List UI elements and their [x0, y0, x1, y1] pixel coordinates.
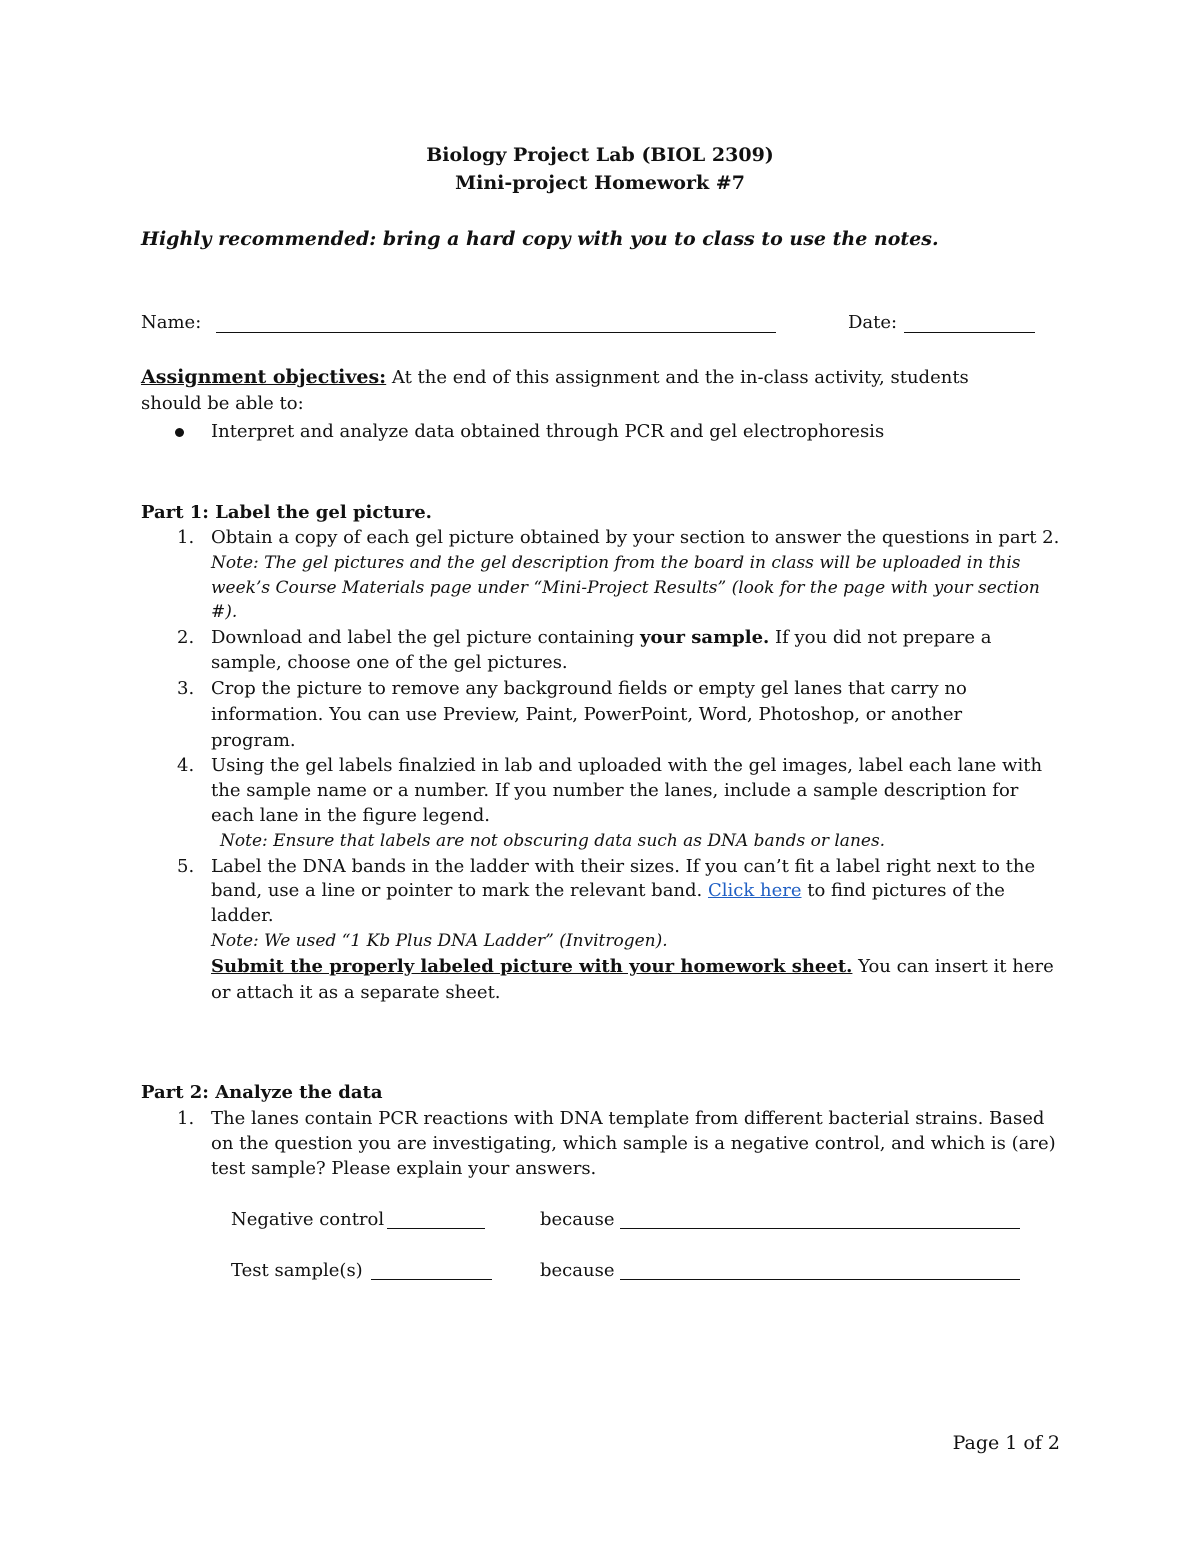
part1-item4-line2: the sample name or a number. If you number the lanes, include a sample description for: [211, 780, 1019, 801]
part1-item2-your-sample: your sample.: [640, 627, 770, 648]
part1-item3-line1: Crop the picture to remove any background fields or empty gel lanes that carry no: [211, 678, 967, 699]
part1-item2-line1: [211, 627, 991, 648]
objective-bullet-text: Interpret and analyze data obtained through PCR and gel electrophoresis: [211, 421, 885, 442]
negative-because-field[interactable]: [620, 1228, 1020, 1229]
part1-item5-note: Note: We used “1 Kb Plus DNA Ladder” (Invitrogen).: [211, 931, 668, 951]
test-sample-field[interactable]: [371, 1279, 492, 1280]
test-because-field[interactable]: [620, 1279, 1020, 1280]
part1-item1-note1: Note: The gel pictures and the gel description from the board in class will be uploaded in this: [211, 553, 1021, 573]
part2-item1-line3: test sample? Please explain your answers.: [211, 1158, 597, 1179]
objectives-heading: Assignment objectives:: [141, 366, 387, 388]
part1-item4-line3: each lane in the figure legend.: [211, 805, 491, 826]
name-field[interactable]: [216, 332, 776, 333]
part1-item2-line2: sample, choose one of the gel pictures.: [211, 652, 568, 673]
test-sample-label: Test sample(s): [231, 1260, 363, 1281]
homework-title: Mini-project Homework #7: [455, 172, 745, 194]
negative-control-field[interactable]: [387, 1228, 485, 1229]
ladder-link[interactable]: Click here: [708, 880, 802, 901]
part1-item4-line1: Using the gel labels finalzied in lab and uploaded with the gel images, label each lane with: [211, 755, 1043, 776]
name-label: Name:: [141, 312, 202, 333]
objectives-line2: should be able to:: [141, 393, 304, 414]
part1-item4-note: Note: Ensure that labels are not obscuring data such as DNA bands or lanes.: [220, 831, 886, 851]
date-label: Date:: [848, 312, 898, 333]
part1-submit-line: [211, 956, 1054, 977]
part1-item2-text-a: Download and label the gel picture containing: [211, 627, 640, 648]
course-title: Biology Project Lab (BIOL 2309): [426, 144, 774, 166]
page-number: Page 1 of 2: [952, 1432, 1060, 1454]
submit-rest: You can insert it here: [852, 956, 1054, 977]
list-number: 4.: [177, 755, 195, 776]
part1-item1-note3: #).: [211, 602, 238, 622]
list-number: 1.: [177, 527, 195, 548]
part2-item1-line2: on the question you are investigating, which sample is a negative control, and which is (are): [211, 1133, 1056, 1154]
part1-item5-line2: [211, 880, 1005, 901]
part1-item1-line1: Obtain a copy of each gel picture obtained by your section to answer the questions in part 2.: [211, 527, 1060, 548]
list-number: 5.: [177, 856, 195, 877]
part1-item5-line1: Label the DNA bands in the ladder with their sizes. If you can’t fit a label right next to the: [211, 856, 1036, 877]
date-field[interactable]: [904, 332, 1035, 333]
part1-heading: Part 1: Label the gel picture.: [141, 502, 432, 523]
list-number: 3.: [177, 678, 195, 699]
part1-item2-text-c: If you did not prepare a: [769, 627, 992, 648]
because-label: because: [540, 1260, 615, 1281]
part1-item5-text-a: band, use a line or pointer to mark the relevant band.: [211, 880, 708, 901]
objectives-line1: [141, 366, 969, 388]
recommendation: Highly recommended: bring a hard copy with you to class to use the notes.: [141, 228, 939, 250]
part1-item5-text-b: to find pictures of the: [801, 880, 1005, 901]
bullet-icon: [175, 428, 184, 437]
part1-item5-line3: ladder.: [211, 905, 274, 926]
because-label: because: [540, 1209, 615, 1230]
list-number: 1.: [177, 1108, 195, 1129]
part2-item1-line1: The lanes contain PCR reactions with DNA template from different bacterial strains. Based: [211, 1108, 1045, 1129]
objectives-text: At the end of this assignment and the in-class activity, students: [386, 367, 969, 388]
list-number: 2.: [177, 627, 195, 648]
part1-item3-line3: program.: [211, 730, 296, 751]
part1-item5-last-line: or attach it as a separate sheet.: [211, 982, 501, 1003]
part1-item3-line2: information. You can use Preview, Paint, PowerPoint, Word, Photoshop, or another: [211, 704, 963, 725]
submit-instruction: Submit the properly labeled picture with your homework sheet.: [211, 956, 853, 977]
part2-heading: Part 2: Analyze the data: [141, 1082, 383, 1103]
part1-item1-note2: week’s Course Materials page under “Mini-Project Results” (look for the page with your section: [211, 578, 1040, 598]
negative-control-label: Negative control: [231, 1209, 385, 1230]
